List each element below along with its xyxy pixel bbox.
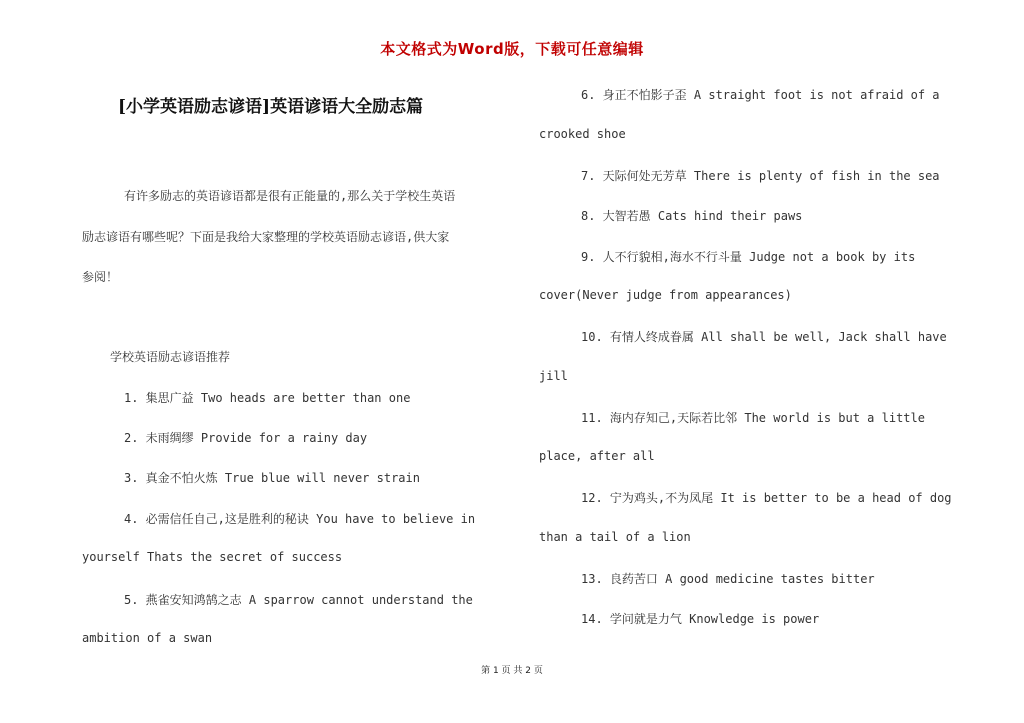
- proverb-item-9: 9. 人不行貌相,海水不行斗量 Judge not a book by its: [581, 250, 916, 264]
- proverb-item-11: 11. 海内存知己,天际若比邻 The world is but a little: [581, 411, 925, 425]
- proverb-item-11-cont: place, after all: [539, 449, 655, 463]
- proverb-item-13: 13. 良药苦口 A good medicine tastes bitter: [581, 572, 875, 586]
- proverb-item-12: 12. 宁为鸡头,不为凤尾 It is better to be a head of dog: [581, 491, 952, 505]
- intro-line-3: 参阅！: [82, 270, 119, 284]
- proverb-item-12-cont: than a tail of a lion: [539, 530, 691, 544]
- proverb-item-5-cont: ambition of a swan: [82, 631, 213, 645]
- proverb-item-4: 4. 必需信任自己,这是胜利的秘诀 You have to believe in: [124, 512, 476, 526]
- proverb-item-1: 1. 集思广益 Two heads are better than one: [124, 391, 411, 405]
- intro-line-1: 有许多励志的英语谚语都是很有正能量的,那么关于学校生英语: [124, 189, 456, 203]
- edit-notice-banner: 本文格式为Word版，下载可任意编辑: [380, 40, 644, 58]
- proverb-item-4-cont: yourself Thats the secret of success: [82, 550, 343, 564]
- proverb-item-9-cont: cover(Never judge from appearances): [539, 288, 792, 302]
- proverb-item-6: 6. 身正不怕影子歪 A straight foot is not afraid of a: [581, 88, 940, 102]
- proverb-item-2: 2. 未雨绸缪 Provide for a rainy day: [124, 431, 368, 445]
- document-title: [小学英语励志谚语]英语谚语大全励志篇: [118, 97, 424, 117]
- proverb-item-3: 3. 真金不怕火炼 True blue will never strain: [124, 471, 420, 485]
- proverb-item-5: 5. 燕雀安知鸿鹄之志 A sparrow cannot understand the: [124, 593, 473, 607]
- proverb-item-14: 14. 学问就是力气 Knowledge is power: [581, 612, 820, 626]
- proverb-item-7: 7. 天际何处无芳草 There is plenty of fish in the sea: [581, 169, 940, 183]
- intro-line-2: 励志谚语有哪些呢？下面是我给大家整理的学校英语励志谚语,供大家: [82, 230, 450, 244]
- proverb-item-10-cont: jill: [539, 369, 568, 383]
- proverb-item-6-cont: crooked shoe: [539, 127, 626, 141]
- page-number-footer: 第 1 页 共 2 页: [481, 666, 543, 676]
- proverb-item-8: 8. 大智若愚 Cats hind their paws: [581, 209, 803, 223]
- proverb-item-10: 10. 有情人终成眷属 All shall be well, Jack shall have: [581, 330, 947, 344]
- section-heading: 学校英语励志谚语推荐: [110, 350, 231, 364]
